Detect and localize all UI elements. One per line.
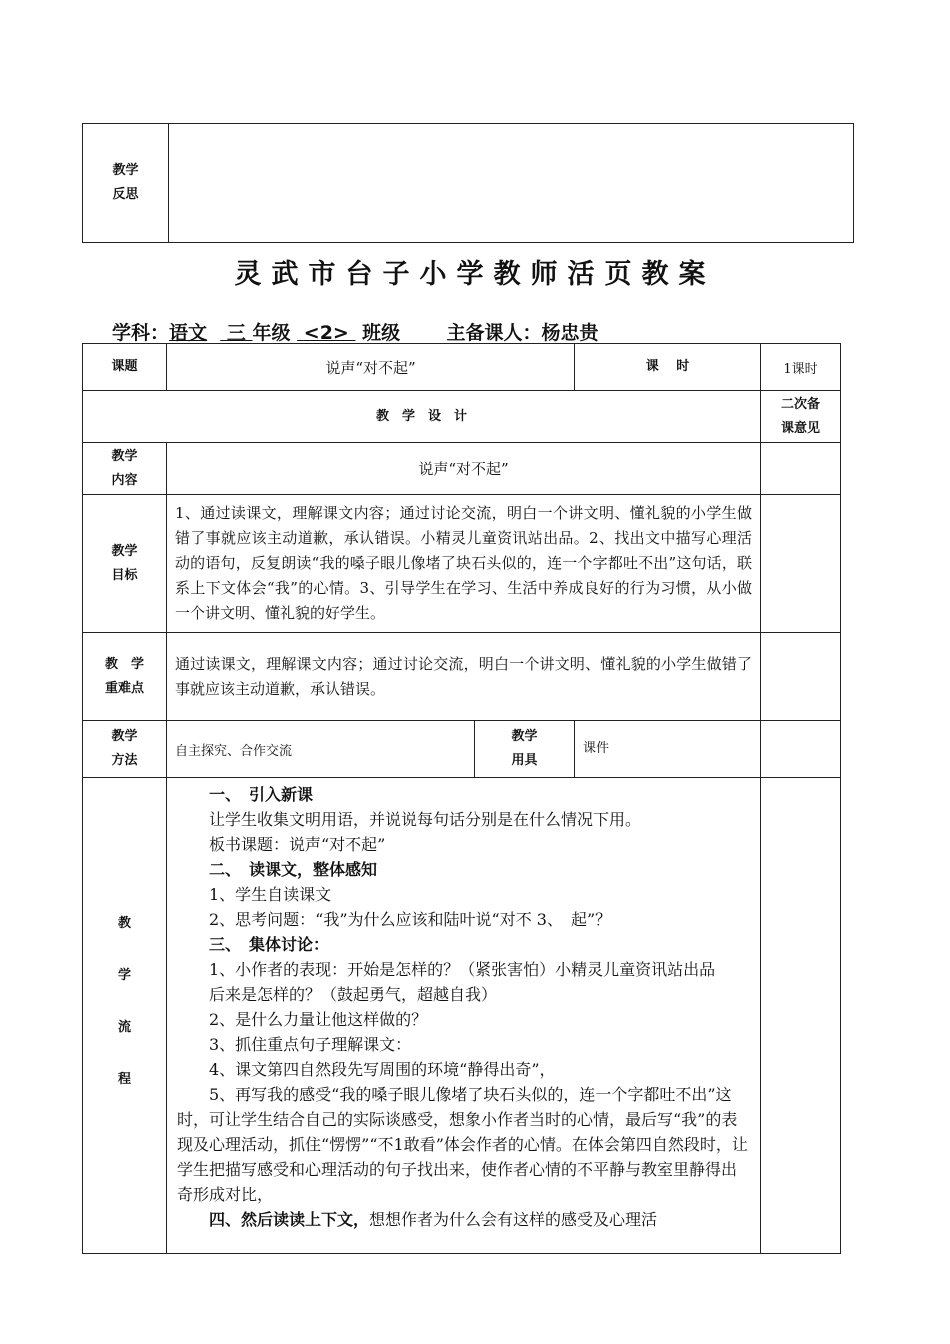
tools-label: 教学 用具 — [475, 721, 575, 778]
lesson-plan-table — [82, 343, 841, 1254]
process-paragraph: 1、小作者的表现：开始是怎样的？（紧张害怕）小精灵儿童资讯站出品 — [209, 960, 716, 979]
content-notes — [761, 443, 841, 495]
process-label: 教 学 流 程 — [83, 778, 167, 1254]
tools-value: 课件 — [575, 721, 761, 778]
key-value: 通过读课文，理解课文内容；通过讨论交流，明白一个讲文明、懂礼貌的小学生做错了事就应该主动道歉，承认错误。 — [167, 633, 761, 721]
reflection-table — [82, 123, 854, 243]
process-paragraph: 后来是怎样的？（鼓起勇气，超越自我） — [209, 985, 498, 1004]
process-paragraph: 5、再写我的感受“我的嗓子眼儿像堵了块石头似的，连一个字都吐不出”这时，可让学生结合自己的实际谈感受，想象小作者当时的心情，最后写“我”的表现及心理活动，抓住“愣愣”“不1敢看”体会作者的心情。在体会第四自然段时，让学生把描写感受和心理活动的句子找出来，使作者心情的不平静与教室里静得出奇形成对比， — [177, 1085, 748, 1204]
topic-label: 课题 — [83, 344, 167, 391]
process-paragraph: 板书课题：说声“对不起” — [209, 835, 386, 854]
goal-value: 1、通过读课文，理解课文内容；通过讨论交流，明白一个讲文明、懂礼貌的小学生做错了事就应该主动道歉，承认错误。小精灵儿童资讯站出品。2、找出文中描写心理活动的语句，反复朗读“我的嗓子眼儿像堵了块石头似的，连一个字都吐不出”这句话，联系上下文体会“我”的心情。3、引导学生在学习、生活中养成良好的行为习惯，从小做一个讲文明、懂礼貌的好学生。 — [167, 495, 761, 633]
process-paragraph: 2、是什么力量让他这样做的？ — [209, 1010, 428, 1029]
process-paragraph: 4、课文第四自然段先写周围的环境“静得出奇”， — [209, 1060, 556, 1079]
process-notes — [761, 778, 841, 1254]
design-header: 教 学 设 计 — [83, 391, 761, 443]
goal-notes — [761, 495, 841, 633]
key-label: 教 学 重难点 — [83, 633, 167, 721]
process-content — [167, 778, 761, 1254]
content-value: 说声“对不起” — [167, 443, 761, 495]
process-paragraph: 让学生收集文明用语，并说说每句话分别是在什么情况下用。 — [209, 810, 642, 829]
content-label: 教学 内容 — [83, 443, 167, 495]
process-paragraph: 2、思考问题：“我”为什么应该和陆叶说“对不 3、 起”？ — [209, 910, 612, 929]
second-prep-label: 二次备 课意见 — [761, 391, 841, 443]
process-heading-3: 三、 集体讨论： — [209, 935, 330, 954]
method-label: 教学 方法 — [83, 721, 167, 778]
method-value: 自主探究、合作交流 — [167, 721, 475, 778]
class-value: <2> — [303, 322, 349, 344]
reflection-label: 教学 反思 — [83, 124, 169, 243]
document-title: 灵武市台子小学教师活页教案 — [234, 259, 716, 290]
key-notes — [761, 633, 841, 721]
reflection-content — [169, 124, 854, 243]
preparer-value: 杨忠贵 — [541, 322, 599, 344]
process-paragraph: 想想作者为什么会有这样的感受及心理活 — [369, 1210, 658, 1229]
process-paragraph: 1、学生自读课文 — [209, 885, 332, 904]
goal-label: 教学 目标 — [83, 495, 167, 633]
process-heading-4: 四、然后读读上下文， — [209, 1210, 370, 1229]
meta-line: 学科：语文 三 年级 <2> 班级 主备课人：杨忠贵 — [112, 322, 599, 344]
method-notes — [761, 721, 841, 778]
topic-value: 说声“对不起” — [167, 344, 575, 391]
period-value: 1课时 — [761, 344, 841, 391]
grade-value: 三 — [226, 322, 246, 344]
process-heading-2: 二、 读课文，整体感知 — [209, 860, 378, 879]
subject-value: 语文 — [169, 322, 208, 344]
period-label: 课 时 — [575, 344, 761, 391]
process-paragraph: 3、抓住重点句子理解课文： — [209, 1035, 412, 1054]
process-heading-1: 一、 引入新课 — [209, 785, 314, 804]
